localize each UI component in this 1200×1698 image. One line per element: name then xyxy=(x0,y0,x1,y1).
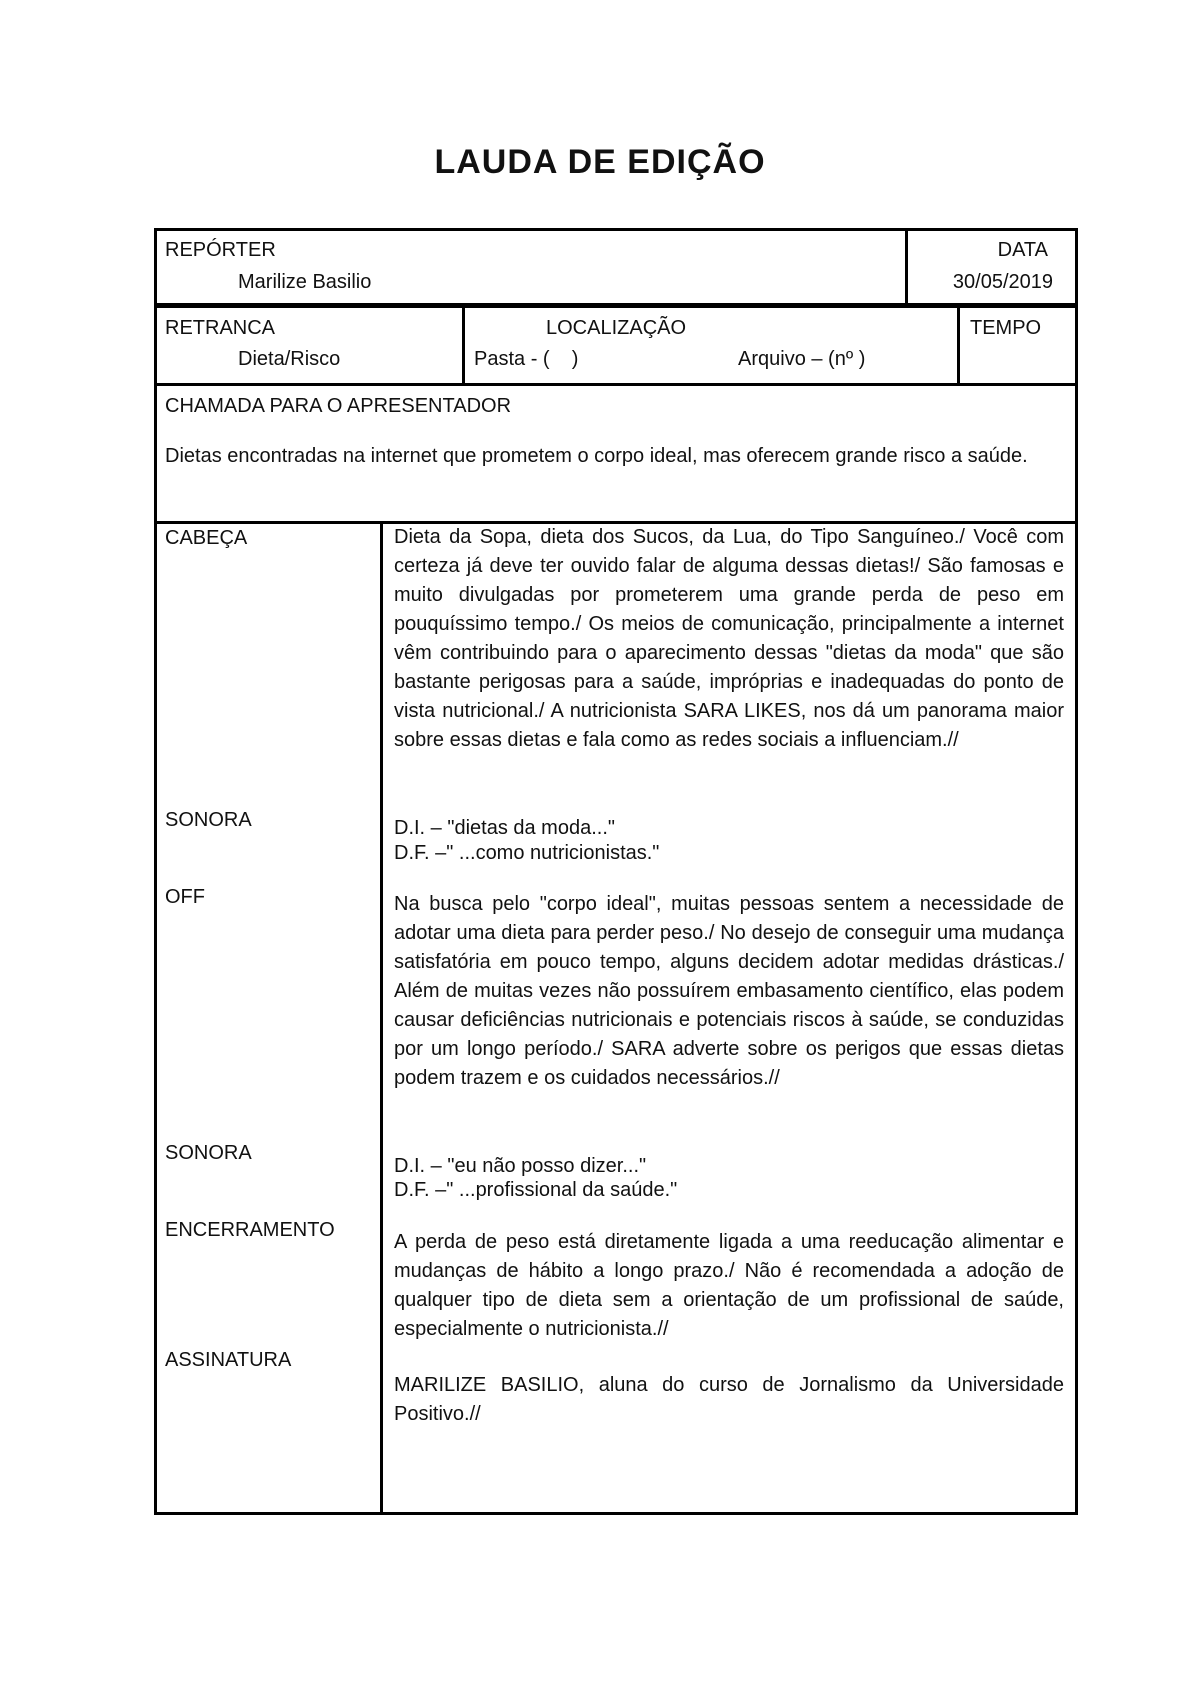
sonora1-di: D.I. – "dietas da moda..." xyxy=(394,817,615,839)
page-title: LAUDA DE EDIÇÃO xyxy=(434,143,766,181)
off-text xyxy=(394,890,1064,1093)
sonora2-label: SONORA xyxy=(165,1142,252,1164)
column-divider xyxy=(380,521,383,1515)
arquivo-text: Arquivo – (nº ) xyxy=(738,348,866,370)
sonora1-df: D.F. –" ...como nutricionistas." xyxy=(394,842,660,864)
chamada-text xyxy=(165,444,1063,468)
date-value: 30/05/2019 xyxy=(952,271,1053,293)
date-label: DATA xyxy=(997,239,1048,261)
sonora2-di: D.I. – "eu não posso dizer..." xyxy=(394,1155,647,1177)
off-label: OFF xyxy=(165,886,205,908)
cabeca-text xyxy=(394,523,1064,755)
cabeca-label: CABEÇA xyxy=(165,527,248,549)
retranca-label: RETRANCA xyxy=(165,317,276,339)
chamada-label: CHAMADA PARA O APRESENTADOR xyxy=(165,395,512,417)
sonora2-df: D.F. –" ...profissional da saúde." xyxy=(394,1179,678,1201)
tempo-label: TEMPO xyxy=(970,317,1042,339)
assinatura-text xyxy=(394,1371,1064,1429)
cabeca-text-content: Dieta da Sopa, dieta dos Sucos, da Lua, do Tipo Sanguíneo./ Você com certeza já deve ter ouvido falar de alguma dessas dietas!/ São famosas e muito divulgadas por prometerem uma grande perda de peso em pouquíssimo tempo./ Os meios de comunicação, principalmente a internet vêm contribuindo para o aparecimento dessas "dietas da moda" que são bastante perigosas para a saúde, impróprias e inadequadas do ponto de vista nutricional./ A nutricionista SARA LIKES, nos dá um panorama maior sobre essas dietas e fala como as redes sociais a influenciam.// xyxy=(394,526,1064,751)
encerramento-label: ENCERRAMENTO xyxy=(165,1219,335,1241)
assinatura-text-content: MARILIZE BASILIO, aluna do curso de Jornalismo da Universidade Positivo.// xyxy=(394,1374,1064,1425)
reporter-label: REPÓRTER xyxy=(165,239,276,261)
localizacao-label: LOCALIZAÇÃO xyxy=(546,317,687,339)
encerramento-text-content: A perda de peso está diretamente ligada a uma reeducação alimentar e mudanças de hábito a longo prazo./ Não é recomendada a adoção de qualquer tipo de dieta sem a orientação de um profissional de saúde, especialmente o nutricionista.// xyxy=(394,1231,1064,1340)
localizacao-cell xyxy=(462,305,960,386)
off-text-content: Na busca pelo "corpo ideal", muitas pessoas sentem a necessidade de adotar uma dieta para perder peso./ No desejo de conseguir uma mudança satisfatória em pouco tempo, alguns decidem adotar medidas drásticas./ Além de muitas vezes não possuírem embasamento científico, elas podem causar deficiências nutricionais e potenciais riscos à saúde, se conduzidas por um longo período./ SARA adverte sobre os perigos que essas dietas podem trazem e os cuidados necessários.// xyxy=(394,893,1064,1089)
chamada-text-content: Dietas encontradas na internet que prometem o corpo ideal, mas oferecem grande risco a saúde. xyxy=(165,445,1028,467)
assinatura-label: ASSINATURA xyxy=(165,1349,292,1371)
pasta-text: Pasta - ( ) xyxy=(474,348,579,370)
encerramento-text xyxy=(394,1228,1064,1344)
sonora1-label: SONORA xyxy=(165,809,252,831)
retranca-value: Dieta/Risco xyxy=(238,348,341,370)
reporter-value: Marilize Basilio xyxy=(238,271,372,293)
